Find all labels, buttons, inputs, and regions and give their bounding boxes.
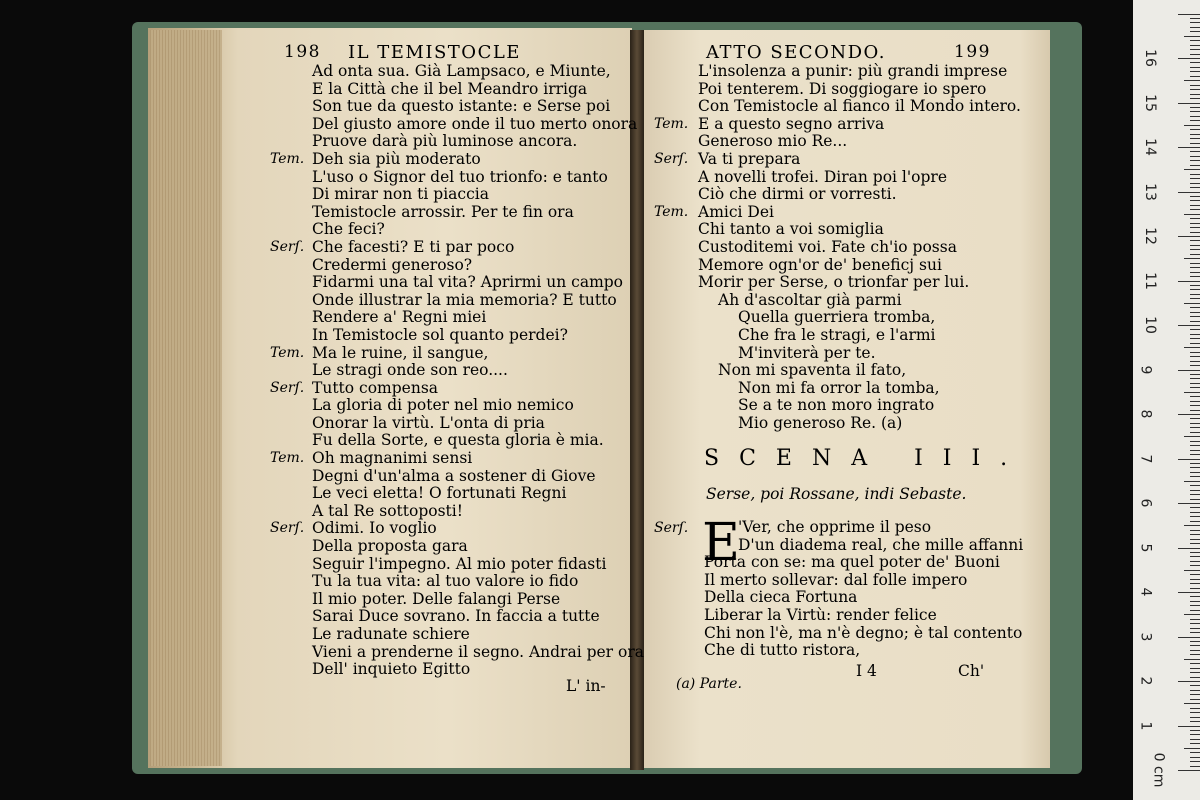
ruler-tick [1190,743,1200,744]
ruler-number: 14 [1141,138,1158,156]
ruler-tick [1190,129,1200,130]
ruler-tick [1184,258,1200,259]
verse-text: Della cieca Fortuna [704,588,858,607]
ruler-tick [1190,71,1200,72]
right-page-number: 199 [954,42,991,62]
verse-text: Che fra le stragi, e l'armi [738,325,936,344]
drop-cap: E [702,513,740,573]
ruler-tick [1190,338,1200,339]
verse-text: Chi tanto a voi somiglia [698,220,884,239]
verse-text: Son tue da questo istante: e Serse poi [312,97,611,116]
verse-text: Morir per Serse, o trionfar per lui. [698,273,970,292]
verse-text: Degni d'un'alma a sostener di Giove [312,466,596,485]
ruler-tick [1190,694,1200,695]
ruler-tick [1190,601,1200,602]
ruler-tick [1190,396,1200,397]
ruler-tick [1190,378,1200,379]
ruler-tick [1190,668,1200,669]
ruler-tick [1178,325,1200,326]
ruler-tick [1190,263,1200,264]
ruler-tick [1190,699,1200,700]
verse-text: La gloria di poter nel mio nemico [312,396,574,415]
ruler-tick [1190,62,1200,63]
ruler-tick [1190,574,1200,575]
ruler-tick [1190,218,1200,219]
ruler-tick [1190,450,1200,451]
ruler-tick [1190,610,1200,611]
ruler-tick [1190,294,1200,295]
verse-text: E la Città che il bel Meandro irriga [312,79,588,98]
verse-text: Rendere a' Regni miei [312,308,487,327]
ruler-tick [1178,770,1200,771]
ruler-tick [1190,334,1200,335]
ruler-tick [1184,436,1200,437]
verse-text: Quella guerriera tromba, [738,308,936,327]
right-catchword: Ch' [958,662,985,680]
ruler-tick [1190,628,1200,629]
ruler-tick [1178,414,1200,415]
footnote: (a) Parte. [676,676,742,692]
ruler-tick [1190,205,1200,206]
ruler-tick [1190,54,1200,55]
verse-text: Tutto compensa [312,378,439,397]
speaker-label: Serſ. [270,379,305,396]
ruler-tick [1178,14,1200,15]
verse-text: Tu la tua vita: al tuo valore io fido [312,572,579,591]
verse-text: Va ti prepara [698,149,801,168]
ruler-tick [1190,534,1200,535]
ruler-tick [1190,249,1200,250]
verse-text: Chi non l'è, ma n'è degno; è tal contento [704,623,1023,642]
ruler-tick [1190,178,1200,179]
left-running-head: IL TEMISTOCLE [348,42,521,63]
ruler-tick [1184,659,1200,660]
verse-text: Non mi spaventa il fato, [718,361,907,380]
ruler-tick [1190,734,1200,735]
ruler-tick [1190,138,1200,139]
ruler-tick [1190,552,1200,553]
verse-text: Generoso mio Re... [698,132,848,151]
ruler-tick [1184,614,1200,615]
ruler-number: 2 [1137,676,1154,686]
ruler-tick [1184,570,1200,571]
ruler-tick [1190,151,1200,152]
ruler-tick [1190,521,1200,522]
speaker-label: Tem. [654,115,689,132]
ruler-tick [1190,18,1200,19]
ruler-tick [1190,605,1200,606]
verse-text: In Temistocle sol quanto perdei? [312,325,568,344]
ruler-tick [1190,187,1200,188]
ruler-tick [1184,703,1200,704]
ruler-tick [1190,40,1200,41]
speaker-label: Tem. [270,150,305,167]
ruler-tick [1190,583,1200,584]
ruler-tick [1190,27,1200,28]
ruler-tick [1190,530,1200,531]
ruler-tick [1190,654,1200,655]
ruler-tick [1190,240,1200,241]
ruler-number: 12 [1141,227,1158,245]
ruler-tick [1190,316,1200,317]
ruler-tick [1184,125,1200,126]
ruler-tick [1190,641,1200,642]
ruler-tick [1190,111,1200,112]
verse-text: Le stragi onde son reo.... [312,361,508,380]
verse-text: Con Temistocle al fianco il Mondo intero. [698,97,1021,116]
ruler-tick [1190,623,1200,624]
verse-text: Di mirar non ti piaccia [312,185,489,204]
ruler-tick [1190,272,1200,273]
verse-text: Credermi generoso? [312,255,473,274]
verse-text: Pruove darà più luminose ancora. [312,132,578,151]
ruler-tick [1178,592,1200,593]
ruler-tick [1190,387,1200,388]
ruler-tick [1178,236,1200,237]
verse-text: M'inviterà per te. [738,343,876,362]
ruler-tick [1190,174,1200,175]
ruler-tick [1190,85,1200,86]
ruler-number: 11 [1141,271,1158,290]
ruler-tick [1178,147,1200,148]
ruler-tick [1190,383,1200,384]
ruler-tick [1178,103,1200,104]
verse-text: Della proposta gara [312,537,468,556]
ruler-tick [1190,445,1200,446]
ruler-number: 1 [1137,721,1154,730]
ruler-tick [1190,454,1200,455]
ruler-tick [1190,289,1200,290]
ruler-tick [1190,712,1200,713]
verse-text: Ad onta sua. Già Lampsaco, e Miunte, [312,62,611,80]
verse-text: A novelli trofei. Diran poi l'opre [698,167,947,186]
right-running-head: ATTO SECONDO. [706,42,886,63]
speaker-label: Serſ. [654,150,689,167]
ruler-tick [1190,321,1200,322]
ruler-tick [1190,494,1200,495]
speaker-label: Tem. [654,203,689,220]
ruler-tick [1190,721,1200,722]
ruler-tick [1190,134,1200,135]
ruler-tick [1184,303,1200,304]
verse-text: Dell' inquieto Egitto [312,660,471,679]
ruler-tick [1190,94,1200,95]
ruler-tick [1190,752,1200,753]
ruler-tick [1190,352,1200,353]
verse-text: Il merto sollevar: dal folle impero [704,570,968,589]
ruler-tick [1184,748,1200,749]
ruler-tick [1178,192,1200,193]
ruler-tick [1190,463,1200,464]
ruler-tick [1190,472,1200,473]
ruler-tick [1190,761,1200,762]
ruler-tick [1190,730,1200,731]
ruler-tick [1190,499,1200,500]
ruler-tick [1190,276,1200,277]
ruler-tick [1190,160,1200,161]
ruler-tick [1190,556,1200,557]
ruler-tick [1190,89,1200,90]
verse-text: Che feci? [312,220,385,239]
ruler-tick [1190,361,1200,362]
verse-text: Liberar la Virtù: render felice [704,605,937,624]
verse-text: 'Ver, che opprime il peso [738,518,932,536]
ruler-tick [1190,245,1200,246]
ruler-number: 4 [1137,587,1154,597]
ruler-number: 16 [1141,49,1158,67]
ruler-tick [1190,183,1200,184]
verse-text: Custoditemi voi. Fate ch'io possa [698,237,957,256]
ruler-tick [1190,410,1200,411]
ruler-tick [1190,45,1200,46]
verse-text: Amici Dei [698,202,774,221]
ruler-number: 3 [1137,632,1154,641]
ruler-tick [1190,401,1200,402]
ruler-number: 10 [1141,316,1158,334]
verse-text: Mio generoso Re. (a) [738,413,903,432]
ruler-tick [1190,441,1200,442]
ruler-tick [1190,650,1200,651]
ruler-unit-label: 0 cm [1150,752,1167,788]
ruler-tick [1190,561,1200,562]
ruler-number: 6 [1137,498,1154,508]
scene-text [702,513,1024,660]
verse-text: Poi tenterem. Di soggiogare io spero [698,79,987,98]
ruler-tick [1190,22,1200,23]
verse-text: Vieni a prenderne il segno. Andrai per ora [312,642,644,661]
verse-text: Odimi. Io voglio [312,519,437,538]
ruler-tick [1190,766,1200,767]
verse-text: Porta con se: ma quel poter de' Buoni [704,553,1000,572]
ruler-tick [1190,516,1200,517]
verse-text: L'uso o Signor del tuo trionfo: e tanto [312,167,608,186]
verse-text: Onde illustrar la mia memoria? E tutto [312,290,617,309]
ruler-tick [1190,543,1200,544]
verse-text: Fu della Sorte, e questa gloria è mia. [312,431,604,450]
ruler-tick [1178,503,1200,504]
verse-text: E a questo segno arriva [698,114,885,133]
ruler-tick [1190,232,1200,233]
ruler-tick [1190,223,1200,224]
ruler-tick [1190,285,1200,286]
verse-text: Le radunate schiere [312,625,470,643]
ruler-tick [1178,370,1200,371]
ruler-tick [1184,392,1200,393]
ruler-tick [1190,107,1200,108]
ruler-tick [1190,120,1200,121]
ruler-tick [1190,708,1200,709]
ruler-tick [1184,347,1200,348]
ruler-tick [1190,31,1200,32]
verse-text: Ciò che dirmi or vorresti. [698,185,897,204]
ruler-tick [1190,507,1200,508]
verse-text: Il mio poter. Delle falangi Perse [312,589,561,608]
ruler-tick [1190,539,1200,540]
verse-text: Deh sia più moderato [312,149,481,168]
verse-text: Le veci eletta! O fortunati Regni [312,484,567,503]
ruler-tick [1190,427,1200,428]
ruler-tick [1178,58,1200,59]
ruler-number: 13 [1141,182,1158,201]
verse-text: Ah d'ascoltar già parmi [718,290,902,309]
verse-text: Che facesti? E ti par poco [312,237,515,256]
ruler-tick [1178,281,1200,282]
ruler-tick [1178,459,1200,460]
ruler-tick [1190,254,1200,255]
verse-text: Non mi fa orror la tomba, [738,378,940,397]
ruler-tick [1190,596,1200,597]
ruler-number: 7 [1137,454,1154,463]
ruler-tick [1190,690,1200,691]
ruler-tick [1190,329,1200,330]
ruler-number: 9 [1137,365,1154,374]
ruler-tick [1190,717,1200,718]
ruler-tick [1190,432,1200,433]
ruler-tick [1178,726,1200,727]
verse-text: Che di tutto ristora, [704,641,861,660]
ruler-tick [1190,619,1200,620]
ruler-tick [1190,579,1200,580]
ruler-tick [1190,476,1200,477]
ruler-tick [1190,156,1200,157]
ruler-tick [1190,588,1200,589]
ruler-tick [1190,739,1200,740]
ruler-tick [1190,663,1200,664]
ruler-tick [1190,49,1200,50]
ruler-tick [1190,490,1200,491]
ruler-tick [1190,116,1200,117]
scene-characters: Serse, poi Rossane, indi Sebaste. [706,485,967,503]
ruler-tick [1190,677,1200,678]
ruler-tick [1190,565,1200,566]
ruler-tick [1184,169,1200,170]
page-edges [150,30,222,766]
verse-text: Se a te non moro ingrato [738,396,935,415]
verse-text: Temistocle arrossir. Per te fin ora [312,202,574,221]
ruler-tick [1184,525,1200,526]
scene-heading: SCENA III. [704,446,1028,471]
ruler-tick [1178,637,1200,638]
ruler-tick [1190,67,1200,68]
ruler-tick [1190,423,1200,424]
ruler-tick [1190,298,1200,299]
verse-text: L'insolenza a punir: più grandi imprese [698,62,1008,80]
ruler-tick [1190,209,1200,210]
verse-text: Onorar la virtù. L'onta di pria [312,413,545,432]
speaker-label: Serſ. [270,520,305,537]
signature-mark: I 4 [856,662,877,680]
ruler-tick [1190,356,1200,357]
ruler-tick [1184,481,1200,482]
ruler-number: 15 [1141,93,1158,112]
verse-text: A tal Re sottoposti! [312,501,463,520]
ruler-tick [1190,418,1200,419]
ruler-tick [1190,685,1200,686]
ruler-tick [1190,165,1200,166]
speaker-label: Serſ. [270,238,305,255]
verse-text: Oh magnanimi sensi [312,449,473,468]
left-page-number: 198 [284,42,321,62]
speaker-label: Tem. [270,344,305,361]
ruler-tick [1190,405,1200,406]
ruler-tick [1190,645,1200,646]
verse-text: Ma le ruine, il sangue, [312,343,489,362]
verse-text: Del giusto amore onde il tuo merto onora [312,114,638,133]
speaker-label: Tem. [270,450,305,467]
ruler-tick [1190,98,1200,99]
left-catchword: L' in- [566,677,606,695]
verse-text: D'un diadema real, che mille affanni [738,535,1024,554]
ruler-tick [1184,36,1200,37]
ruler-tick [1190,267,1200,268]
ruler-tick [1190,196,1200,197]
ruler-number: 8 [1137,409,1154,419]
ruler-tick [1178,681,1200,682]
scene-speaker: Serſ. [654,520,689,536]
ruler-tick [1190,312,1200,313]
ruler-tick [1190,512,1200,513]
ruler-tick [1190,76,1200,77]
ruler-tick [1184,214,1200,215]
ruler-tick [1190,200,1200,201]
ruler-tick [1190,632,1200,633]
ruler-tick [1190,672,1200,673]
ruler-tick [1190,365,1200,366]
measurement-ruler [1133,0,1200,800]
ruler-tick [1190,485,1200,486]
ruler-tick [1190,467,1200,468]
ruler-tick [1184,80,1200,81]
ruler-tick [1178,548,1200,549]
ruler-tick [1190,757,1200,758]
ruler-tick [1190,343,1200,344]
ruler-tick [1190,227,1200,228]
verse-text: Seguir l'impegno. Al mio poter fidasti [312,554,607,573]
ruler-tick [1190,143,1200,144]
verse-text: Fidarmi una tal vita? Aprirmi un campo [312,273,624,292]
ruler-tick [1190,374,1200,375]
ruler-number: 5 [1137,543,1154,552]
verse-text: Sarai Duce sovrano. In faccia a tutte [312,607,600,626]
verse-text: Memore ogn'or de' beneficj sui [698,255,942,274]
ruler-tick [1190,307,1200,308]
